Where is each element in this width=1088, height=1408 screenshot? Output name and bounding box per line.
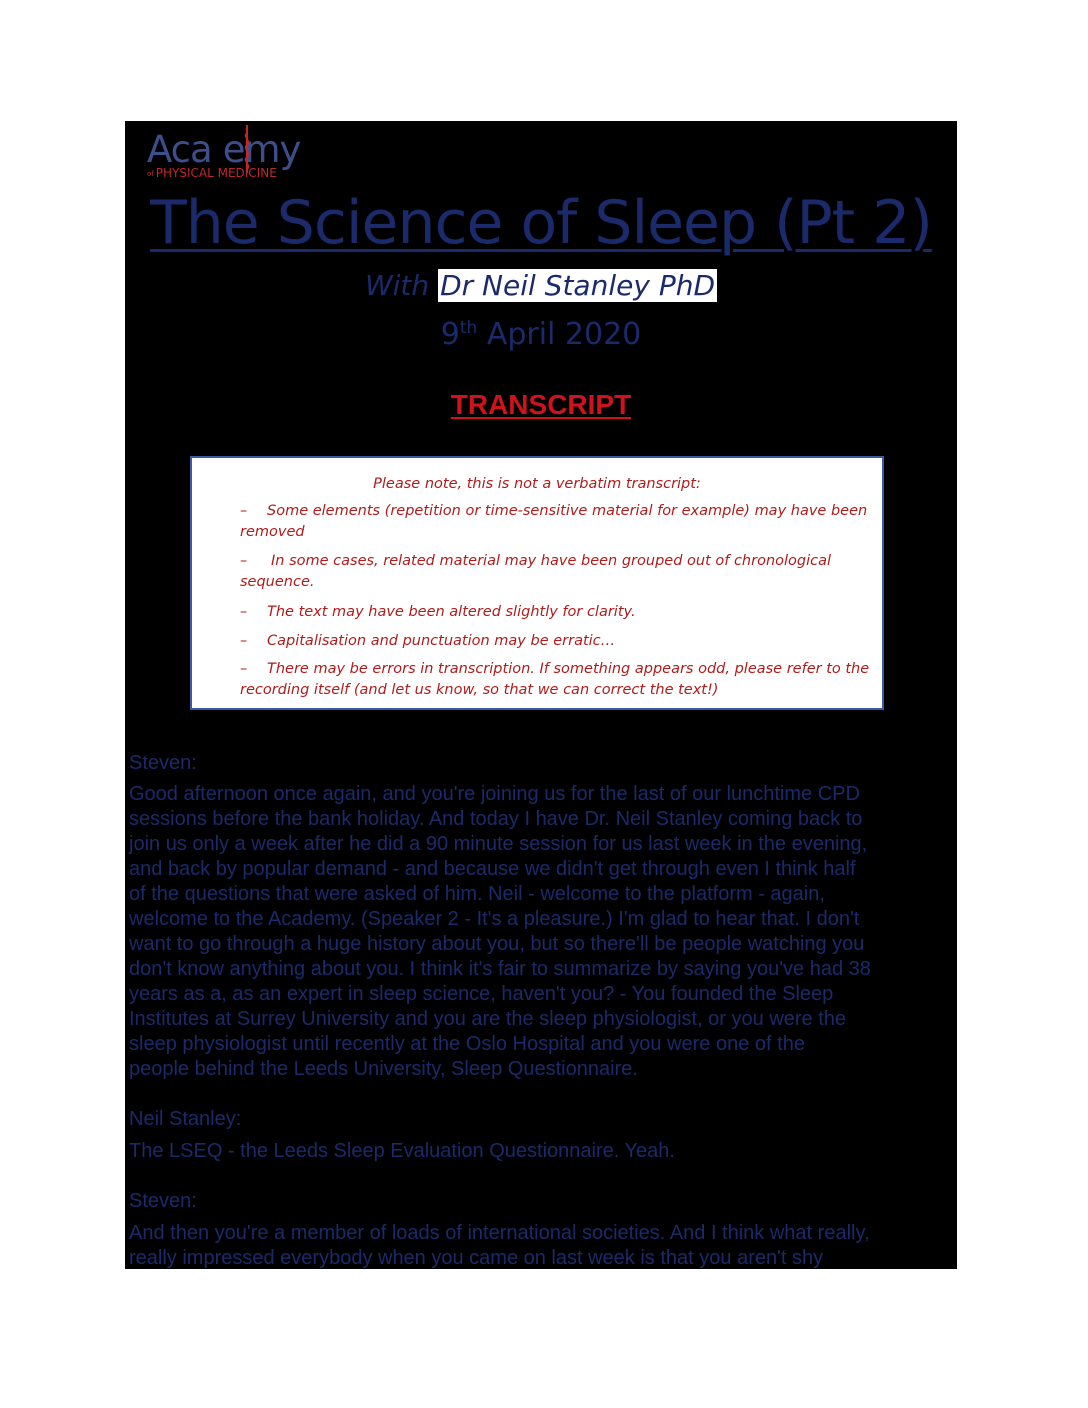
page-title: The Science of Sleep (Pt 2) [150, 188, 932, 258]
document-page [125, 121, 957, 1269]
presenter-line [125, 267, 957, 305]
academy-logo [147, 125, 337, 185]
speaker-label: Neil Stanley: [129, 1108, 242, 1130]
dialogue-paragraph: And then you're a member of loads of international societies. And I think what really, really impressed everybody when you came on last week is that you aren't shy [129, 1222, 870, 1269]
dialogue-paragraph: The LSEQ - the Leeds Sleep Evaluation Questionnaire. Yeah. [129, 1140, 675, 1162]
disclaimer-item: – The text may have been altered slightly for clarity. [240, 604, 636, 620]
disclaimer-item: – Capitalisation and punctuation may be erratic… [240, 633, 616, 649]
speaker-label: Steven: [129, 752, 197, 774]
disclaimer-item: – There may be errors in transcription. If something appears odd, please refer to the recording itself (and let us know, so that we can correct the text!) [240, 661, 870, 698]
speaker-label: Steven: [129, 1190, 197, 1212]
logo-subtitle: of PHYSICAL MEDICINE [147, 166, 277, 180]
transcript-heading: TRANSCRIPT [450, 389, 632, 420]
disclaimer-item: – In some cases, related material may have been grouped out of chronological sequence. [240, 553, 832, 590]
with-label: With [364, 269, 430, 302]
logo-wordmark: Aca emy [147, 128, 301, 171]
session-date: 9th April 2020 [440, 317, 642, 352]
disclaimer-heading: Please note, this is not a verbatim transcript: [373, 476, 701, 492]
presenter-name: Dr Neil Stanley PhD [440, 269, 716, 302]
disclaimer-item: – Some elements (repetition or time-sensitive material for example) may have been removed [240, 503, 868, 540]
dialogue-paragraph: Good afternoon once again, and you're joining us for the last of our lunchtime CPD sessions before the bank holiday. And today I have Dr. Neil Stanley coming back to join us only a week after he did a 90 minute session for us last week in the evening, and back by popular demand - and because we didn't get through even I think half of the questions that were asked of him. Neil - welcome to the platform - again, welcome to the Academy. (Speaker 2 - It's a pleasure.) I'm glad to hear that. I don't want to go through a huge history about you, but so there'll be people watching you don't know anything about you. I think it's fair to summarize by saying you've had 38 years as a, as an expert in sleep science, haven't you? - You founded the Sleep Institutes at Surrey University and you are the sleep physiologist, or you were the sleep physiologist until recently at the Oslo Hospital and you were one of the people behind the Leeds University, Sleep Questionnaire. [129, 783, 871, 1080]
disclaimer-box [190, 456, 884, 710]
